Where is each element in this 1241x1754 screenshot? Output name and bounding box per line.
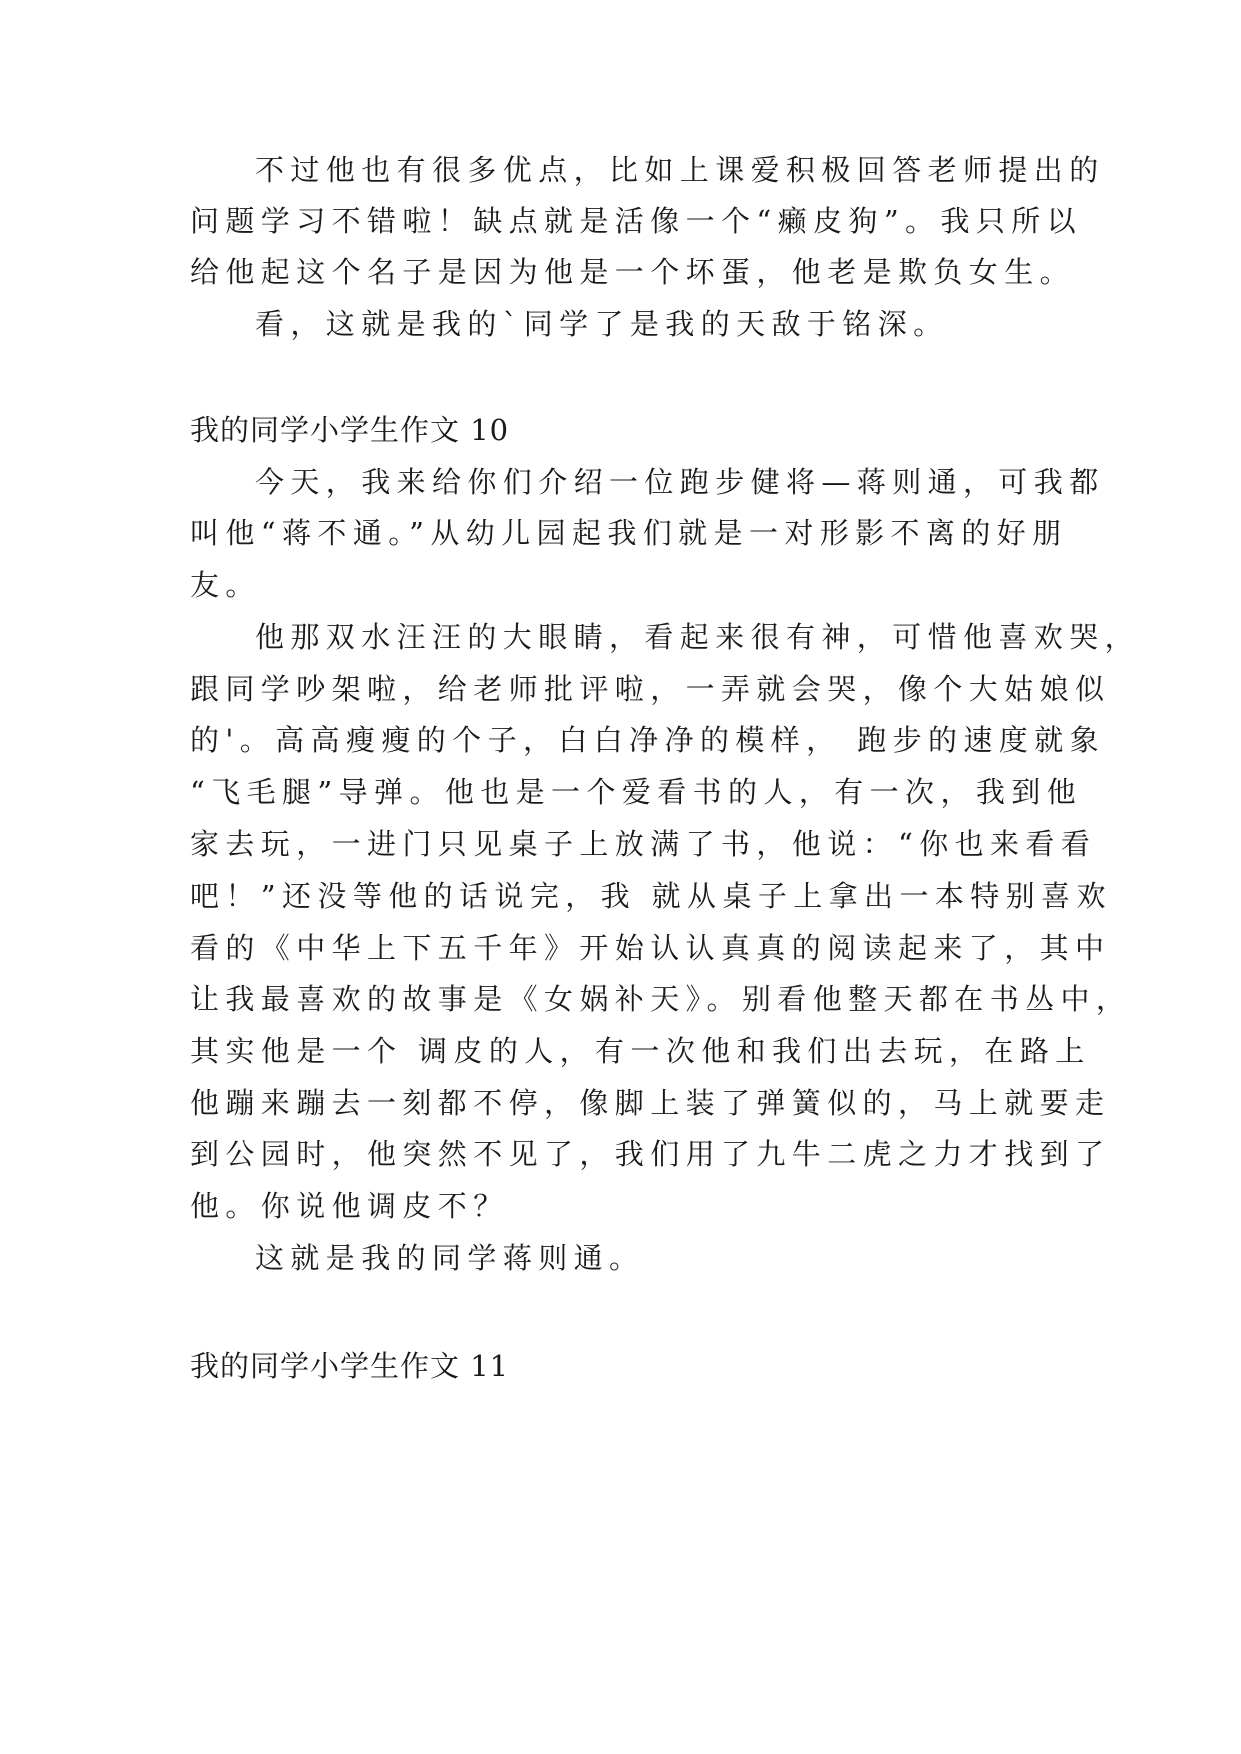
text-line: 他。你说他调皮不？ (190, 1189, 509, 1223)
text-line: 看的《中华上下五千年》开始认认真真的阅读起来了，其中 (190, 931, 1111, 965)
text-line: 给他起这个名子是因为他是一个坏蛋，他老是欺负女生。 (190, 255, 1076, 289)
text-line: 他蹦来蹦去一刻都不停，像脚上装了弹簧似的，马上就要走 (190, 1086, 1111, 1120)
section-heading: 我的同学小学生作文 11 (190, 1349, 510, 1383)
text-line: “飞毛腿”导弹。他也是一个爱看书的人，有一次，我到他 (190, 775, 1083, 809)
section-heading: 我的同学小学生作文 10 (190, 413, 510, 447)
text-line: 这就是我的同学蒋则通。 (255, 1241, 645, 1275)
text-line: 问题学习不错啦！缺点就是活像一个“癞皮狗”。我只所以 (190, 204, 1083, 238)
text-line: 跟同学吵架啦，给老师批评啦，一弄就会哭，像个大姑娘似 (190, 672, 1111, 706)
text-line: 吧！”还没等他的话说完，我 就从桌子上拿出一本特别喜欢 (190, 879, 1112, 913)
text-line: 家去玩，一进门只见桌子上放满了书，他说：“你也来看看 (190, 827, 1097, 861)
text-line: 看，这就是我的`同学了是我的天敌于铭深。 (255, 307, 949, 341)
text-line: 今天，我来给你们介绍一位跑步健将—蒋则通，可我都 (255, 465, 1105, 499)
text-line: 其实他是一个 调皮的人，有一次他和我们出去玩，在路上 (190, 1034, 1091, 1068)
text-line: 让我最喜欢的故事是《女娲补天》。别看他整天都在书丛中， (190, 982, 1132, 1016)
text-line: 友。 (190, 568, 261, 602)
text-line: 他那双水汪汪的大眼睛，看起来很有神，可惜他喜欢哭， (255, 620, 1141, 654)
text-line: 不过他也有很多优点，比如上课爱积极回答老师提出的 (255, 153, 1105, 187)
text-line: 叫他“蒋不通。”从幼儿园起我们就是一对形影不离的好朋 (190, 516, 1068, 550)
text-line: 到公园时，他突然不见了，我们用了九牛二虎之力才找到了 (190, 1137, 1111, 1171)
text-line: 的'。高高瘦瘦的个子，白白净净的模样， 跑步的速度就象 (190, 723, 1105, 757)
